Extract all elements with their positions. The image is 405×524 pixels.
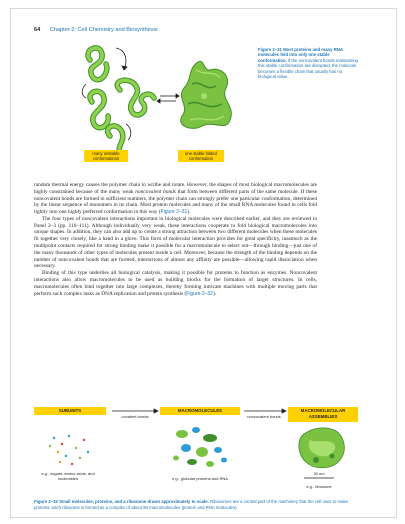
figure-ref-2-32[interactable]: Figure 2–32 <box>186 290 213 297</box>
body-text <box>34 182 317 297</box>
paragraph-3 <box>34 270 317 297</box>
running-header <box>34 27 158 33</box>
macromolecule-blobs <box>173 427 227 467</box>
box-subunits: SUBUNITS <box>34 407 106 415</box>
label-subunit-examples: e.g., sugars, amino acids, and nucleotides <box>41 471 95 481</box>
p1-text-a: random thermal energy causes the polymer chain to writhe and rotate. However, the shapes of most biological macromolecules are highly constrained because of the many weak <box>34 182 317 195</box>
unstable-chains <box>88 48 154 154</box>
p1-text-b: that form between different parts of the same molecule. If these noncovalent bonds are formed in sufficient numbers, the polymer chain can strongly prefer one particular conformation, determined by the linear sequence of monomers in its chain. Most protein molecules and many of the small RNA molecules found in cells fold tightly into one highly preferred conformation in this way ( <box>34 188 317 216</box>
label-noncovalent-bonds: noncovalent bonds <box>247 414 281 419</box>
label-stable: one stable folded conformation <box>178 150 224 162</box>
figure-2-32-caption-body: Ribosomes are a central part of the machinery that the cell uses to make proteins: each ribosome is formed as a complex of about 90 macromolecules (protein and RNA molecules). <box>34 499 349 510</box>
p1-emphasis: noncovalent bonds <box>135 188 176 195</box>
box-macromolecules: MACROMOLECULES <box>160 407 240 415</box>
figure-2-32 <box>34 400 364 500</box>
equilibrium-arrows <box>157 94 179 103</box>
label-scale-bar: 30 nm <box>313 471 325 476</box>
figure-2-32-caption-title: Figure 2–32 Small molecules, proteins, and a ribosome drawn approximately to scale. <box>34 499 209 504</box>
chapter-title: Chapter 2: Cell Chemistry and Biosynthesis <box>49 27 158 33</box>
figure-2-31-caption-body: If the noncovalent bonds maintaining this stable conformation are disrupted, the molecule becomes a flexible chain that usually has no biological value. <box>258 57 358 80</box>
label-covalent-bonds: covalent bonds <box>121 414 149 419</box>
box-assemblies: MACROMOLECULAR ASSEMBLIES <box>288 407 358 422</box>
paragraph-2: The four types of noncovalent interactions important in biological molecules were described earlier, and they are reviewed in Panel 2–3 (pp. 110–111). Although individually very weak, these interactions cooperate to fold biological macromolecules into unique shapes. In addition, they can also add up to create a strong attraction between two different molecules when these molecules fit together very closely, like a hand in a glove. This form of molecular interaction provides for great specificity, inasmuch as the multipoint contacts required for strong binding make it possible for a macromolecule to select out—through binding—just one of the many thousands of other types of molecules present inside a cell. Moreover, because the strength of the binding depends on the number of noncovalent bonds that are formed, interactions of almost any affinity are possible—allowing rapid dissociation when necessary. <box>34 215 317 270</box>
figure-2-31-caption-title: Figure 2–31 Most proteins and many RNA molecules fold into only one stable conformation. <box>258 47 343 63</box>
label-unstable: many unstable conformations <box>84 150 128 162</box>
figure-ref-2-31[interactable]: Figure 2–31 <box>160 209 188 216</box>
label-assembly-example: e.g., ribosome <box>306 484 332 489</box>
page-number: 64 <box>34 27 41 33</box>
subunit-dots <box>49 435 89 465</box>
figure-2-31-caption <box>258 47 358 79</box>
p1-text-c: ). <box>187 209 191 216</box>
figure-2-31 <box>80 40 250 172</box>
process-arrows <box>112 409 286 413</box>
label-macromolecule-examples: e.g., globular proteins and RNA <box>172 476 228 481</box>
p3-text-c: ). <box>212 290 217 297</box>
figure-2-32-caption <box>34 499 364 510</box>
p3-text-a: Binding of this type underlies all biological catalysis, making it possible for proteins to function as enzymes. Noncovalent interactions also allow macromolecules to be used as building blocks for the formation of larger structures. In cells, macromolecules often bind together into large complexes, thereby forming intricate machines with multiple moving parts that perform such complex tasks as DNA replication and protein synthesis ( <box>34 270 317 297</box>
folded-protein <box>181 61 232 128</box>
paragraph-1 <box>34 182 317 216</box>
